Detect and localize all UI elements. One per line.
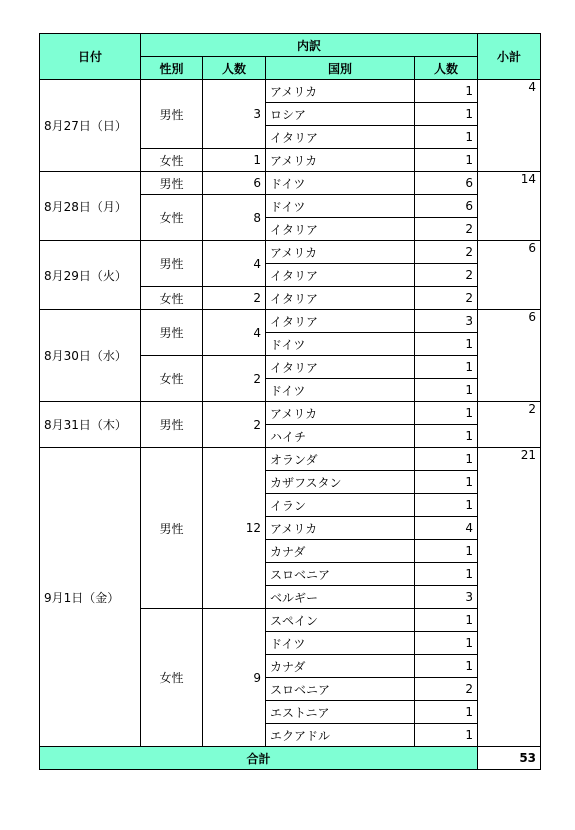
country-cell: アメリカ: [266, 241, 415, 264]
country-cell: イタリア: [266, 287, 415, 310]
country-count-cell: 1: [415, 402, 478, 425]
country-count-cell: 1: [415, 655, 478, 678]
country-cell: オランダ: [266, 448, 415, 471]
country-cell: イタリア: [266, 126, 415, 149]
country-count-cell: 6: [415, 195, 478, 218]
sex-cell: 男性: [141, 310, 203, 356]
sex-cell: 女性: [141, 356, 203, 402]
country-count-cell: 1: [415, 333, 478, 356]
date-cell: 8月31日（木）: [40, 402, 141, 448]
country-count-cell: 1: [415, 379, 478, 402]
country-count-cell: 1: [415, 471, 478, 494]
country-cell: スロベニア: [266, 678, 415, 701]
date-cell: 8月30日（水）: [40, 310, 141, 402]
header-count: 人数: [203, 57, 266, 80]
date-cell: 8月28日（月）: [40, 172, 141, 241]
sex-cell: 男性: [141, 448, 203, 609]
country-count-cell: 1: [415, 425, 478, 448]
sex-count-cell: 1: [203, 149, 266, 172]
sex-count-cell: 3: [203, 80, 266, 149]
country-count-cell: 1: [415, 540, 478, 563]
country-count-cell: 2: [415, 241, 478, 264]
country-cell: ドイツ: [266, 333, 415, 356]
country-count-cell: 6: [415, 172, 478, 195]
visitor-breakdown-table: [39, 33, 541, 770]
country-cell: イタリア: [266, 218, 415, 241]
sex-cell: 女性: [141, 609, 203, 747]
country-count-cell: 2: [415, 678, 478, 701]
sex-count-cell: 2: [203, 402, 266, 448]
subtotal-cell: 6: [478, 310, 541, 402]
country-cell: ドイツ: [266, 172, 415, 195]
sex-count-cell: 4: [203, 310, 266, 356]
total-value: 53: [478, 747, 541, 770]
subtotal-cell: 21: [478, 448, 541, 747]
country-cell: ドイツ: [266, 379, 415, 402]
country-cell: カナダ: [266, 540, 415, 563]
country-count-cell: 1: [415, 80, 478, 103]
country-count-cell: 1: [415, 448, 478, 471]
sex-count-cell: 6: [203, 172, 266, 195]
sex-cell: 男性: [141, 241, 203, 287]
sex-cell: 男性: [141, 172, 203, 195]
country-cell: イタリア: [266, 356, 415, 379]
date-cell: 9月1日（金）: [40, 448, 141, 747]
country-cell: ハイチ: [266, 425, 415, 448]
country-count-cell: 1: [415, 632, 478, 655]
country-count-cell: 2: [415, 218, 478, 241]
sex-count-cell: 4: [203, 241, 266, 287]
sex-count-cell: 8: [203, 195, 266, 241]
sex-cell: 女性: [141, 149, 203, 172]
table-body: [40, 80, 541, 747]
country-count-cell: 2: [415, 264, 478, 287]
subtotal-cell: 6: [478, 241, 541, 310]
country-cell: アメリカ: [266, 402, 415, 425]
country-cell: カザフスタン: [266, 471, 415, 494]
country-cell: スペイン: [266, 609, 415, 632]
country-count-cell: 3: [415, 586, 478, 609]
country-count-cell: 4: [415, 517, 478, 540]
country-count-cell: 3: [415, 310, 478, 333]
country-cell: ドイツ: [266, 632, 415, 655]
sex-count-cell: 2: [203, 287, 266, 310]
sex-cell: 女性: [141, 195, 203, 241]
country-count-cell: 1: [415, 356, 478, 379]
country-cell: カナダ: [266, 655, 415, 678]
country-count-cell: 1: [415, 126, 478, 149]
subtotal-cell: 14: [478, 172, 541, 241]
country-cell: エストニア: [266, 701, 415, 724]
date-cell: 8月27日（日）: [40, 80, 141, 172]
country-count-cell: 1: [415, 149, 478, 172]
country-cell: スロベニア: [266, 563, 415, 586]
country-cell: ベルギー: [266, 586, 415, 609]
country-cell: ドイツ: [266, 195, 415, 218]
country-cell: アメリカ: [266, 149, 415, 172]
sex-count-cell: 12: [203, 448, 266, 609]
country-cell: イタリア: [266, 310, 415, 333]
country-cell: イラン: [266, 494, 415, 517]
sex-cell: 男性: [141, 80, 203, 149]
country-count-cell: 1: [415, 701, 478, 724]
country-count-cell: 1: [415, 724, 478, 747]
country-count-cell: 1: [415, 609, 478, 632]
header-date: 日付: [40, 34, 141, 80]
subtotal-cell: 2: [478, 402, 541, 448]
country-count-cell: 1: [415, 494, 478, 517]
country-cell: アメリカ: [266, 80, 415, 103]
total-label: 合計: [40, 747, 478, 770]
table-row: [40, 402, 541, 425]
sex-count-cell: 9: [203, 609, 266, 747]
country-count-cell: 1: [415, 563, 478, 586]
header-subtotal: 小計: [478, 34, 541, 80]
table-row: [40, 172, 541, 195]
country-cell: ロシア: [266, 103, 415, 126]
sex-cell: 女性: [141, 287, 203, 310]
table-row: [40, 241, 541, 264]
header-country: 国別: [266, 57, 415, 80]
sex-count-cell: 2: [203, 356, 266, 402]
date-cell: 8月29日（火）: [40, 241, 141, 310]
country-cell: アメリカ: [266, 517, 415, 540]
country-cell: イタリア: [266, 264, 415, 287]
country-cell: エクアドル: [266, 724, 415, 747]
header-country-count: 人数: [415, 57, 478, 80]
subtotal-cell: 4: [478, 80, 541, 172]
table-row: [40, 310, 541, 333]
table-row: [40, 80, 541, 103]
country-count-cell: 1: [415, 103, 478, 126]
sex-cell: 男性: [141, 402, 203, 448]
table-row: [40, 448, 541, 471]
header-breakdown: 内訳: [141, 34, 478, 57]
country-count-cell: 2: [415, 287, 478, 310]
header-sex: 性別: [141, 57, 203, 80]
